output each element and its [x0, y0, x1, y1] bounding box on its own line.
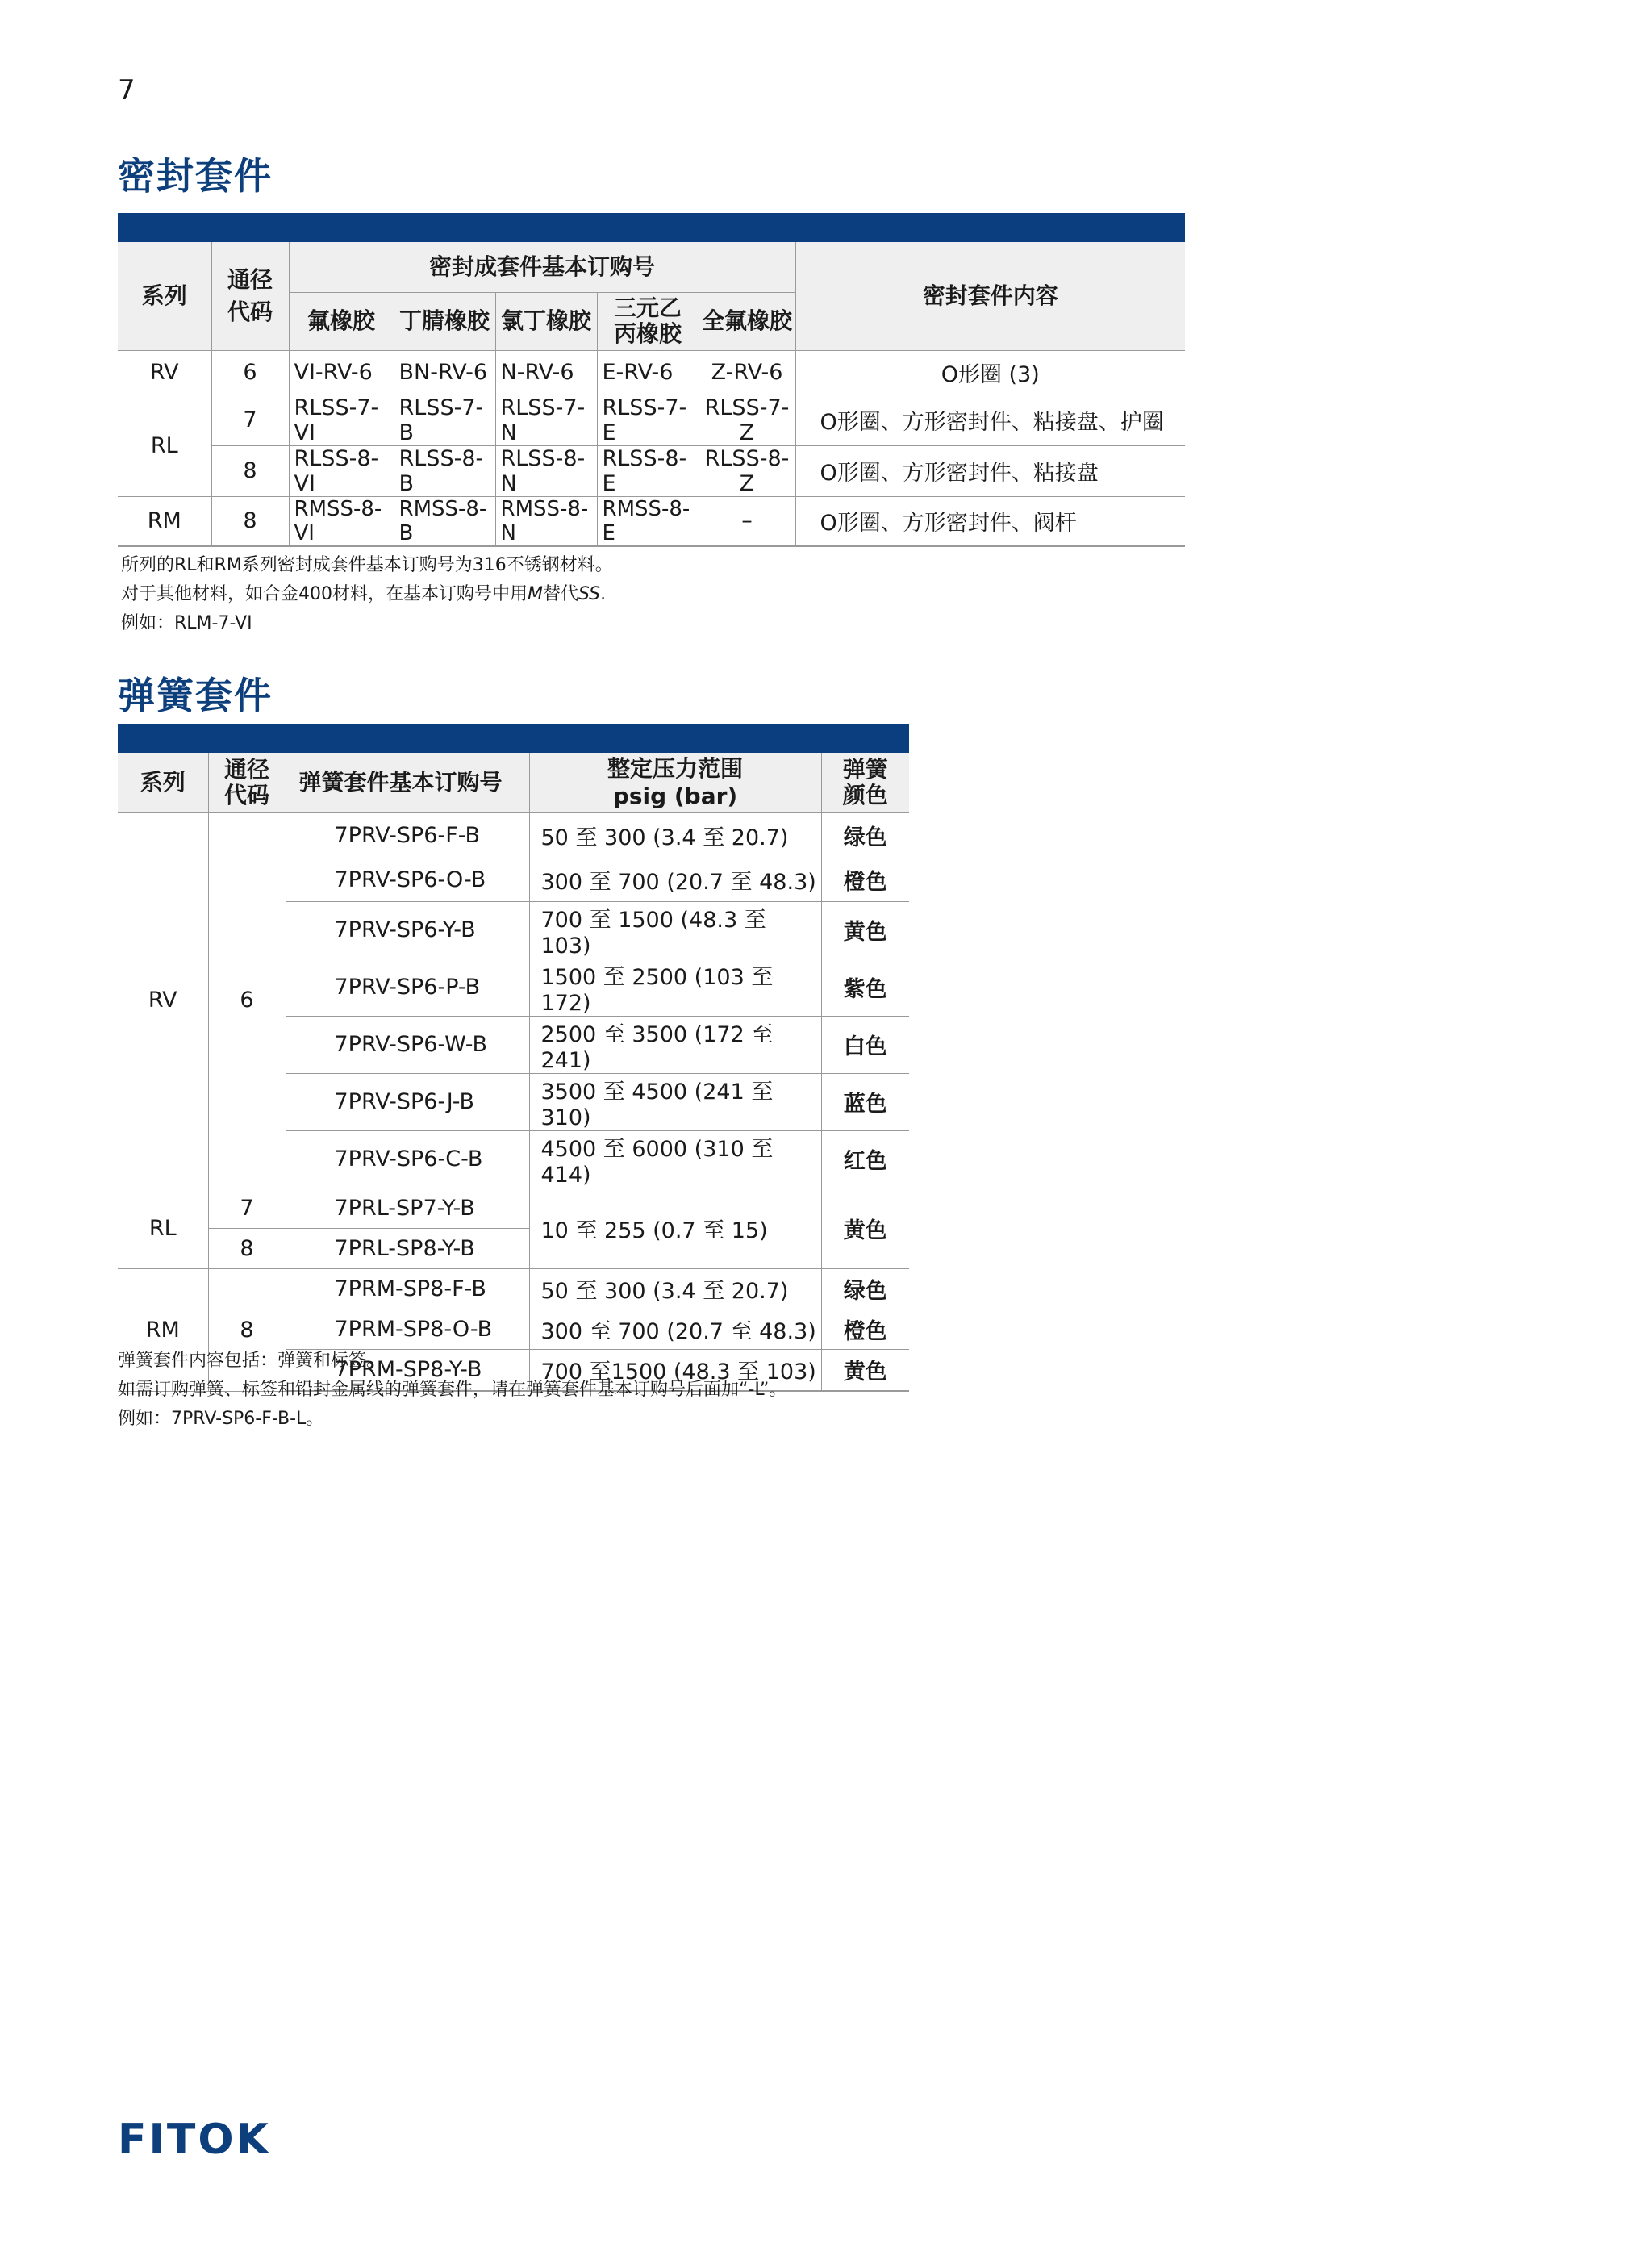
cell-order: 7PRM-SP8-Y-B	[286, 1349, 529, 1391]
cell-code: 6	[208, 812, 286, 1188]
header-cr: 氯丁橡胶	[495, 292, 597, 350]
spring-note-line3: 例如：7PRV-SP6-F-B-L。	[118, 1409, 324, 1429]
spring-table-bar	[118, 724, 909, 753]
header-ffkm: 全氟橡胶	[699, 292, 795, 350]
cell-pressure: 3500 至 4500 (241 至 310)	[529, 1073, 821, 1130]
seal-note-text: 替代	[542, 584, 578, 604]
cell-pressure: 50 至 300 (3.4 至 20.7)	[529, 812, 821, 858]
cell-epdm: RLSS-7-E	[597, 395, 699, 445]
cell-fkm: RLSS-7-VI	[289, 395, 394, 445]
cell-code: 8	[211, 445, 289, 496]
seal-note-text: 对于其他材料，如合金400材料，在基本订购号中用	[121, 584, 528, 604]
cell-pressure: 700 至1500 (48.3 至 103)	[529, 1349, 821, 1391]
seal-notes	[121, 551, 613, 638]
cell-code: 6	[211, 350, 289, 395]
cell-order: 7PRM-SP8-F-B	[286, 1268, 529, 1309]
spring-kit-table	[118, 753, 909, 1392]
cell-pressure: 2500 至 3500 (172 至 241)	[529, 1016, 821, 1073]
cell-series: RL	[118, 395, 211, 496]
cell-pressure: 700 至 1500 (48.3 至 103)	[529, 901, 821, 959]
seal-note-m: M	[528, 584, 543, 604]
cell-fkm: RLSS-8-VI	[289, 445, 394, 496]
cell-pressure: 4500 至 6000 (310 至 414)	[529, 1130, 821, 1188]
page-number: 7	[118, 74, 136, 107]
cell-color: 橙色	[821, 1309, 909, 1349]
cell-nbr: BN-RV-6	[394, 350, 495, 395]
cell-nbr: RLSS-7-B	[394, 395, 495, 445]
spring-notes	[118, 1347, 786, 1434]
cell-order: 7PRV-SP6-O-B	[286, 858, 529, 901]
cell-cr: RLSS-7-N	[495, 395, 597, 445]
cell-ffkm: RLSS-8-Z	[699, 445, 795, 496]
cell-epdm: E-RV-6	[597, 350, 699, 395]
cell-cr: N-RV-6	[495, 350, 597, 395]
table-row	[118, 395, 1185, 445]
cell-code: 7	[208, 1188, 286, 1228]
cell-cr: RMSS-8-N	[495, 496, 597, 546]
cell-order: 7PRL-SP8-Y-B	[286, 1228, 529, 1268]
header-order-no: 弹簧套件基本订购号	[286, 753, 529, 812]
header-order-group: 密封成套件基本订购号	[289, 242, 795, 292]
cell-color: 橙色	[821, 858, 909, 901]
table-row	[118, 445, 1185, 496]
header-contents: 密封套件内容	[795, 242, 1185, 350]
cell-color: 黄色	[821, 901, 909, 959]
table-row	[118, 812, 909, 858]
cell-color: 白色	[821, 1016, 909, 1073]
cell-cr: RLSS-8-N	[495, 445, 597, 496]
seal-kit-table	[118, 242, 1185, 547]
spring-section-title: 弹簧套件	[118, 674, 273, 717]
cell-code: 7	[211, 395, 289, 445]
spring-note-line1: 弹簧套件内容包括：弹簧和标签。	[118, 1351, 385, 1371]
cell-ffkm: Z-RV-6	[699, 350, 795, 395]
header-series: 系列	[118, 753, 208, 812]
table-row	[118, 1268, 909, 1309]
seal-note-line1: 所列的RL和RM系列密封成套件基本订购号为316不锈钢材料。	[121, 555, 613, 575]
header-bore-code: 通径 代码	[211, 242, 289, 350]
cell-fkm: VI-RV-6	[289, 350, 394, 395]
cell-code: 8	[211, 496, 289, 546]
cell-order: 7PRV-SP6-F-B	[286, 812, 529, 858]
cell-pressure: 10 至 255 (0.7 至 15)	[529, 1188, 821, 1268]
table-row	[118, 350, 1185, 395]
cell-order: 7PRV-SP6-Y-B	[286, 901, 529, 959]
cell-color: 黄色	[821, 1349, 909, 1391]
cell-color: 绿色	[821, 1268, 909, 1309]
cell-pressure: 300 至 700 (20.7 至 48.3)	[529, 858, 821, 901]
cell-order: 7PRM-SP8-O-B	[286, 1309, 529, 1349]
seal-note-ss: SS	[578, 584, 601, 604]
cell-contents: O形圈、方形密封件、粘接盘	[795, 445, 1185, 496]
seal-note-line3: 例如：RLM-7-VI	[121, 613, 252, 633]
cell-color: 蓝色	[821, 1073, 909, 1130]
cell-series: RM	[118, 1268, 208, 1391]
cell-fkm: RMSS-8-VI	[289, 496, 394, 546]
header-nbr: 丁腈橡胶	[394, 292, 495, 350]
cell-order: 7PRV-SP6-C-B	[286, 1130, 529, 1188]
header-color: 弹簧 颜色	[821, 753, 909, 812]
cell-nbr: RMSS-8-B	[394, 496, 495, 546]
cell-epdm: RMSS-8-E	[597, 496, 699, 546]
cell-nbr: RLSS-8-B	[394, 445, 495, 496]
header-bore-code: 通径 代码	[208, 753, 286, 812]
cell-color: 黄色	[821, 1188, 909, 1268]
cell-order: 7PRV-SP6-J-B	[286, 1073, 529, 1130]
cell-color: 绿色	[821, 812, 909, 858]
cell-contents: O形圈 (3)	[795, 350, 1185, 395]
header-fkm: 氟橡胶	[289, 292, 394, 350]
table-row	[118, 1188, 909, 1228]
cell-color: 紫色	[821, 959, 909, 1016]
seal-note-period: .	[600, 584, 607, 604]
cell-contents: O形圈、方形密封件、阀杆	[795, 496, 1185, 546]
cell-code: 8	[208, 1268, 286, 1391]
fitok-logo: FITOK	[118, 2116, 271, 2164]
spring-note-line2: 如需订购弹簧、标签和铅封金属线的弹簧套件，请在弹簧套件基本订购号后面加“-L”。	[118, 1380, 787, 1400]
cell-code: 8	[208, 1228, 286, 1268]
cell-series: RV	[118, 812, 208, 1188]
cell-series: RL	[118, 1188, 208, 1268]
cell-contents: O形圈、方形密封件、粘接盘、护圈	[795, 395, 1185, 445]
seal-note-line2	[121, 580, 613, 609]
header-epdm: 三元乙 丙橡胶	[597, 292, 699, 350]
table-row	[118, 496, 1185, 546]
seal-section-title: 密封套件	[118, 154, 273, 198]
cell-series: RM	[118, 496, 211, 546]
cell-pressure: 300 至 700 (20.7 至 48.3)	[529, 1309, 821, 1349]
cell-pressure: 1500 至 2500 (103 至 172)	[529, 959, 821, 1016]
cell-order: 7PRV-SP6-W-B	[286, 1016, 529, 1073]
header-pressure: 整定压力范围 psig (bar)	[529, 753, 821, 812]
cell-epdm: RLSS-8-E	[597, 445, 699, 496]
header-series: 系列	[118, 242, 211, 350]
cell-pressure: 50 至 300 (3.4 至 20.7)	[529, 1268, 821, 1309]
cell-series: RV	[118, 350, 211, 395]
cell-color: 红色	[821, 1130, 909, 1188]
cell-order: 7PRV-SP6-P-B	[286, 959, 529, 1016]
cell-order: 7PRL-SP7-Y-B	[286, 1188, 529, 1228]
seal-table-bar	[118, 213, 1185, 242]
cell-ffkm: RLSS-7-Z	[699, 395, 795, 445]
cell-ffkm: –	[699, 496, 795, 546]
